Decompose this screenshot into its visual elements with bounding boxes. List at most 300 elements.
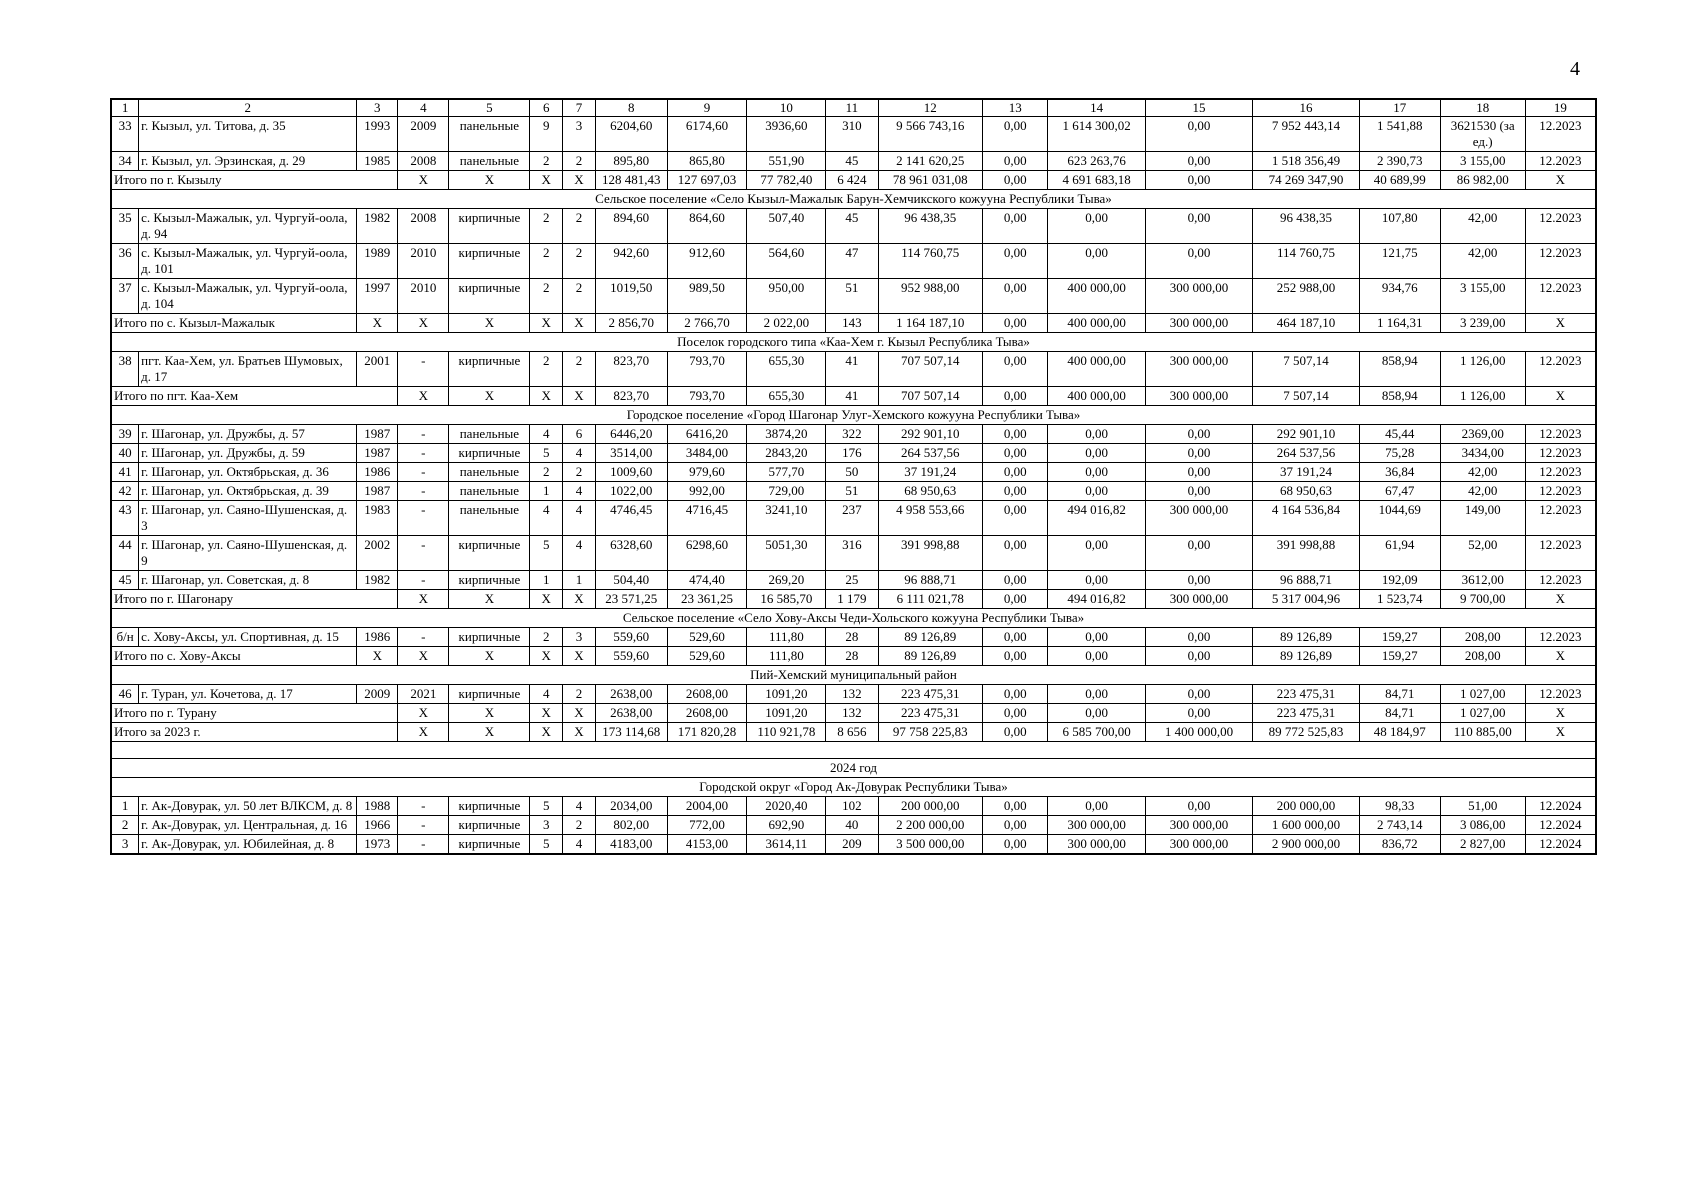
table-cell: 143	[826, 314, 878, 333]
table-cell: 68 950,63	[1253, 482, 1360, 501]
table-cell: 0,00	[1145, 117, 1253, 152]
table-cell: 38	[111, 352, 139, 387]
table-cell: 2 827,00	[1440, 835, 1525, 855]
table-cell: 802,00	[595, 816, 667, 835]
table-cell: 7 507,14	[1253, 387, 1360, 406]
table-cell: кирпичные	[449, 279, 530, 314]
table-cell: 1973	[357, 835, 398, 855]
table-cell: 1 614 300,02	[1048, 117, 1145, 152]
column-number-cell: 6	[530, 99, 563, 117]
table-cell: 0,00	[982, 171, 1048, 190]
table-cell: 89 126,89	[878, 628, 982, 647]
column-number-cell: 19	[1525, 99, 1596, 117]
table-cell: 4	[530, 685, 563, 704]
table-cell: Х	[357, 314, 398, 333]
table-cell: 1993	[357, 117, 398, 152]
address-cell: г. Шагонар, ул. Саяно-Шушенская, д. 3	[139, 501, 357, 536]
table-cell: 6298,60	[667, 536, 747, 571]
column-number-cell: 15	[1145, 99, 1253, 117]
table-cell: 223 475,31	[878, 685, 982, 704]
table-cell: 0,00	[1145, 152, 1253, 171]
table-cell: 2010	[398, 279, 449, 314]
table-cell: 836,72	[1359, 835, 1440, 855]
table-cell: 1091,20	[747, 685, 826, 704]
table-cell: 0,00	[1048, 797, 1145, 816]
table-cell: 1 126,00	[1440, 387, 1525, 406]
table-cell: кирпичные	[449, 536, 530, 571]
table-cell: Х	[1525, 314, 1596, 333]
table-cell: 474,40	[667, 571, 747, 590]
table-cell: 97 758 225,83	[878, 723, 982, 742]
table-cell: 2369,00	[1440, 425, 1525, 444]
table-cell: 209	[826, 835, 878, 855]
section-heading-row	[111, 778, 1596, 797]
table-cell: 772,00	[667, 816, 747, 835]
table-cell: 0,00	[982, 444, 1048, 463]
table-cell: 858,94	[1359, 387, 1440, 406]
table-cell: 655,30	[747, 387, 826, 406]
table-cell: 3936,60	[747, 117, 826, 152]
table-cell: 858,94	[1359, 352, 1440, 387]
table-cell: 1	[111, 797, 139, 816]
table-cell: 264 537,56	[878, 444, 982, 463]
table-cell: 707 507,14	[878, 387, 982, 406]
table-row	[111, 536, 1596, 571]
table-cell: 2 390,73	[1359, 152, 1440, 171]
table-cell: 391 998,88	[878, 536, 982, 571]
table-cell: 0,00	[1048, 425, 1145, 444]
table-cell: Х	[530, 704, 563, 723]
table-cell: 1	[530, 571, 563, 590]
table-cell: 9 700,00	[1440, 590, 1525, 609]
section-heading: Сельское поселение «Село Хову-Аксы Чеди-Хольского кожууна Республики Тыва»	[111, 609, 1596, 628]
table-cell: 9 566 743,16	[878, 117, 982, 152]
table-cell: 28	[826, 647, 878, 666]
table-cell: панельные	[449, 482, 530, 501]
table-cell: кирпичные	[449, 685, 530, 704]
table-cell: 12.2024	[1525, 797, 1596, 816]
table-cell: 1 027,00	[1440, 685, 1525, 704]
table-cell: Х	[449, 171, 530, 190]
table-cell: Х	[563, 171, 596, 190]
total-row	[111, 647, 1596, 666]
table-cell: 121,75	[1359, 244, 1440, 279]
table-cell: 529,60	[667, 647, 747, 666]
table-cell: 61,94	[1359, 536, 1440, 571]
column-number-cell: 3	[357, 99, 398, 117]
table-cell: 623 263,76	[1048, 152, 1145, 171]
address-cell: г. Шагонар, ул. Октябрьская, д. 36	[139, 463, 357, 482]
section-heading-row	[111, 333, 1596, 352]
table-cell: Х	[563, 704, 596, 723]
table-cell: 75,28	[1359, 444, 1440, 463]
table-cell: 577,70	[747, 463, 826, 482]
table-cell: 5 317 004,96	[1253, 590, 1360, 609]
column-number-cell: 10	[747, 99, 826, 117]
table-cell: 6446,20	[595, 425, 667, 444]
table-cell: 252 988,00	[1253, 279, 1360, 314]
table-cell: 0,00	[982, 590, 1048, 609]
table-cell: 0,00	[1145, 685, 1253, 704]
table-cell: 0,00	[1048, 536, 1145, 571]
table-cell: 111,80	[747, 647, 826, 666]
table-cell: Х	[398, 314, 449, 333]
table-body	[111, 99, 1596, 854]
table-cell: 0,00	[982, 797, 1048, 816]
table-cell: 322	[826, 425, 878, 444]
table-cell: 12.2023	[1525, 628, 1596, 647]
table-cell: 110 885,00	[1440, 723, 1525, 742]
table-cell: 1	[530, 482, 563, 501]
table-cell: 0,00	[1145, 209, 1253, 244]
table-cell: 2	[563, 279, 596, 314]
table-cell: 41	[111, 463, 139, 482]
table-cell: -	[398, 463, 449, 482]
table-cell: 132	[826, 685, 878, 704]
table-cell: 42	[111, 482, 139, 501]
table-cell: 2 022,00	[747, 314, 826, 333]
table-row	[111, 244, 1596, 279]
address-cell: с. Кызыл-Мажалык, ул. Чургуй-оола, д. 101	[139, 244, 357, 279]
table-cell: 102	[826, 797, 878, 816]
total-row	[111, 704, 1596, 723]
table-cell: 912,60	[667, 244, 747, 279]
table-cell: панельные	[449, 117, 530, 152]
table-cell: 292 901,10	[1253, 425, 1360, 444]
table-cell: -	[398, 501, 449, 536]
table-cell: 2002	[357, 536, 398, 571]
table-cell: 5051,30	[747, 536, 826, 571]
table-cell: 989,50	[667, 279, 747, 314]
table-cell: 5	[530, 536, 563, 571]
column-number-cell: 14	[1048, 99, 1145, 117]
table-cell: 223 475,31	[1253, 704, 1360, 723]
table-cell: 269,20	[747, 571, 826, 590]
table-cell: 0,00	[1145, 536, 1253, 571]
table-cell: 2	[563, 685, 596, 704]
table-cell: 692,90	[747, 816, 826, 835]
table-cell: 494 016,82	[1048, 590, 1145, 609]
table-cell: 0,00	[982, 723, 1048, 742]
total-label: Итого по г. Турану	[111, 704, 398, 723]
table-cell: кирпичные	[449, 244, 530, 279]
table-cell: 0,00	[1145, 463, 1253, 482]
address-cell: г. Шагонар, ул. Дружбы, д. 59	[139, 444, 357, 463]
address-cell: г. Шагонар, ул. Октябрьская, д. 39	[139, 482, 357, 501]
table-cell: 84,71	[1359, 685, 1440, 704]
table-cell: Х	[530, 314, 563, 333]
address-cell: г. Туран, ул. Кочетова, д. 17	[139, 685, 357, 704]
table-cell: 3 500 000,00	[878, 835, 982, 855]
table-cell: 43	[111, 501, 139, 536]
table-cell: 0,00	[1048, 685, 1145, 704]
table-cell: 36,84	[1359, 463, 1440, 482]
table-cell: 894,60	[595, 209, 667, 244]
total-label: Итого по г. Шагонару	[111, 590, 398, 609]
table-cell: 5	[530, 835, 563, 855]
table-cell: 96 888,71	[1253, 571, 1360, 590]
table-row	[111, 279, 1596, 314]
table-cell: 25	[826, 571, 878, 590]
table-cell: 2008	[398, 209, 449, 244]
table-cell: 96 438,35	[878, 209, 982, 244]
table-cell: 1009,60	[595, 463, 667, 482]
table-cell: 192,09	[1359, 571, 1440, 590]
table-cell: 12.2023	[1525, 463, 1596, 482]
table-cell: 1989	[357, 244, 398, 279]
total-row	[111, 314, 1596, 333]
table-cell: 3	[563, 628, 596, 647]
table-cell: Х	[398, 590, 449, 609]
table-cell: 2843,20	[747, 444, 826, 463]
table-cell: 3	[563, 117, 596, 152]
table-cell: 507,40	[747, 209, 826, 244]
table-cell: 310	[826, 117, 878, 152]
table-cell: 2608,00	[667, 704, 747, 723]
table-cell: -	[398, 571, 449, 590]
table-cell: 12.2023	[1525, 279, 1596, 314]
total-label: Итого по г. Кызылу	[111, 171, 398, 190]
table-row	[111, 463, 1596, 482]
table-cell: Х	[530, 171, 563, 190]
table-cell: Х	[357, 647, 398, 666]
total-row	[111, 590, 1596, 609]
table-cell: 127 697,03	[667, 171, 747, 190]
table-cell: 12.2023	[1525, 482, 1596, 501]
table-cell: 2009	[398, 117, 449, 152]
total-label: Итого за 2023 г.	[111, 723, 398, 742]
table-cell: -	[398, 352, 449, 387]
table-cell: 952 988,00	[878, 279, 982, 314]
section-heading-row	[111, 406, 1596, 425]
table-cell: Х	[449, 590, 530, 609]
table-cell: 0,00	[982, 647, 1048, 666]
table-cell: 40	[111, 444, 139, 463]
section-heading-row	[111, 609, 1596, 628]
table-cell: 52,00	[1440, 536, 1525, 571]
table-cell: 0,00	[1048, 704, 1145, 723]
address-cell: пгт. Каа-Хем, ул. Братьев Шумовых, д. 17	[139, 352, 357, 387]
table-cell: Х	[1525, 704, 1596, 723]
table-cell: 3874,20	[747, 425, 826, 444]
table-cell: 45	[826, 209, 878, 244]
table-cell: 107,80	[1359, 209, 1440, 244]
table-cell: 0,00	[1145, 647, 1253, 666]
section-heading: Сельское поселение «Село Кызыл-Мажалык Барун-Хемчикского кожууна Республики Тыва»	[111, 190, 1596, 209]
table-cell: кирпичные	[449, 628, 530, 647]
table-cell: 128 481,43	[595, 171, 667, 190]
table-row	[111, 152, 1596, 171]
table-cell: 1091,20	[747, 704, 826, 723]
table-cell: 1 400 000,00	[1145, 723, 1253, 742]
address-cell: г. Кызыл, ул. Титова, д. 35	[139, 117, 357, 152]
table-cell: 2	[530, 352, 563, 387]
table-cell: кирпичные	[449, 444, 530, 463]
table-cell: 942,60	[595, 244, 667, 279]
address-cell: г. Шагонар, ул. Советская, д. 8	[139, 571, 357, 590]
table-cell: 2021	[398, 685, 449, 704]
table-cell: 504,40	[595, 571, 667, 590]
table-cell: Х	[449, 314, 530, 333]
table-cell: 6 585 700,00	[1048, 723, 1145, 742]
table-cell: 0,00	[982, 816, 1048, 835]
table-cell: 0,00	[982, 685, 1048, 704]
table-cell: 300 000,00	[1048, 835, 1145, 855]
table-cell: 45,44	[1359, 425, 1440, 444]
table-cell: 6174,60	[667, 117, 747, 152]
table-cell: панельные	[449, 425, 530, 444]
table-cell: 0,00	[982, 628, 1048, 647]
table-cell: 12.2023	[1525, 685, 1596, 704]
table-cell: 564,60	[747, 244, 826, 279]
table-cell: 39	[111, 425, 139, 444]
table-cell: 0,00	[1048, 209, 1145, 244]
table-cell: 16 585,70	[747, 590, 826, 609]
table-cell: 36	[111, 244, 139, 279]
housing-register-table	[110, 98, 1597, 855]
table-cell: 864,60	[667, 209, 747, 244]
table-cell: 300 000,00	[1145, 816, 1253, 835]
table-cell: -	[398, 835, 449, 855]
table-cell: 0,00	[982, 571, 1048, 590]
table-cell: 171 820,28	[667, 723, 747, 742]
table-cell: 6 111 021,78	[878, 590, 982, 609]
table-cell: 729,00	[747, 482, 826, 501]
table-cell: 551,90	[747, 152, 826, 171]
table-cell: 6 424	[826, 171, 878, 190]
address-cell: с. Кызыл-Мажалык, ул. Чургуй-оола, д. 104	[139, 279, 357, 314]
table-cell: 3612,00	[1440, 571, 1525, 590]
section-heading: Пий-Хемский муниципальный район	[111, 666, 1596, 685]
table-cell: 1985	[357, 152, 398, 171]
table-cell: Х	[563, 314, 596, 333]
address-cell: г. Ак-Довурак, ул. Центральная, д. 16	[139, 816, 357, 835]
section-heading: Городской округ «Город Ак-Довурак Республики Тыва»	[111, 778, 1596, 797]
address-cell: г. Ак-Довурак, ул. Юбилейная, д. 8	[139, 835, 357, 855]
table-row	[111, 797, 1596, 816]
table-cell: 114 760,75	[1253, 244, 1360, 279]
table-cell: 400 000,00	[1048, 314, 1145, 333]
table-cell: 3	[530, 816, 563, 835]
table-cell: Х	[398, 387, 449, 406]
table-row	[111, 117, 1596, 152]
table-cell: 1044,69	[1359, 501, 1440, 536]
table-cell: 200 000,00	[878, 797, 982, 816]
table-row	[111, 685, 1596, 704]
table-cell: 12.2023	[1525, 209, 1596, 244]
table-cell: 12.2023	[1525, 117, 1596, 152]
table-cell: 5	[530, 797, 563, 816]
table-cell: 12.2023	[1525, 244, 1596, 279]
table-cell: Х	[563, 590, 596, 609]
total-row	[111, 723, 1596, 742]
table-cell: 979,60	[667, 463, 747, 482]
table-cell: 2	[530, 152, 563, 171]
section-heading: Городское поселение «Город Шагонар Улуг-Хемского кожууна Республики Тыва»	[111, 406, 1596, 425]
table-cell: 4	[563, 501, 596, 536]
table-cell: 400 000,00	[1048, 387, 1145, 406]
spacer-row	[111, 742, 1596, 759]
table-cell: 0,00	[1048, 571, 1145, 590]
table-cell: 300 000,00	[1145, 279, 1253, 314]
total-row	[111, 387, 1596, 406]
table-cell: 2	[530, 463, 563, 482]
table-cell: 12.2023	[1525, 444, 1596, 463]
total-row	[111, 171, 1596, 190]
table-cell: -	[398, 797, 449, 816]
table-cell: 1982	[357, 209, 398, 244]
table-cell: 50	[826, 463, 878, 482]
table-cell: Х	[398, 723, 449, 742]
table-cell: 0,00	[1048, 444, 1145, 463]
column-number-row	[111, 99, 1596, 117]
table-cell: 400 000,00	[1048, 279, 1145, 314]
table-row	[111, 425, 1596, 444]
table-cell: 1 600 000,00	[1253, 816, 1360, 835]
table-cell: Х	[563, 387, 596, 406]
table-cell: 300 000,00	[1145, 501, 1253, 536]
column-number-cell: 18	[1440, 99, 1525, 117]
table-cell: Х	[1525, 387, 1596, 406]
table-cell: Х	[1525, 590, 1596, 609]
table-cell: 2	[563, 244, 596, 279]
table-cell: 655,30	[747, 352, 826, 387]
table-cell: 37 191,24	[1253, 463, 1360, 482]
section-heading-row	[111, 190, 1596, 209]
table-cell: 8 656	[826, 723, 878, 742]
table-cell: 44	[111, 536, 139, 571]
table-cell: 1 027,00	[1440, 704, 1525, 723]
table-cell: 3434,00	[1440, 444, 1525, 463]
table-cell: 0,00	[1048, 244, 1145, 279]
section-heading-row	[111, 666, 1596, 685]
table-cell: 2	[563, 152, 596, 171]
table-cell: 28	[826, 628, 878, 647]
table-cell: 0,00	[982, 501, 1048, 536]
table-cell: 12.2023	[1525, 571, 1596, 590]
section-heading: Поселок городского типа «Каа-Хем г. Кызыл Республика Тыва»	[111, 333, 1596, 352]
column-number-cell: 5	[449, 99, 530, 117]
table-cell: 494 016,82	[1048, 501, 1145, 536]
table-cell: 42,00	[1440, 209, 1525, 244]
table-cell: 0,00	[1048, 647, 1145, 666]
table-cell: 51,00	[1440, 797, 1525, 816]
table-cell: 37	[111, 279, 139, 314]
column-number-cell: 16	[1253, 99, 1360, 117]
table-cell: 300 000,00	[1145, 352, 1253, 387]
table-cell: 74 269 347,90	[1253, 171, 1360, 190]
table-cell: 47	[826, 244, 878, 279]
section-heading: 2024 год	[111, 759, 1596, 778]
table-cell: 300 000,00	[1145, 835, 1253, 855]
table-cell: 1 126,00	[1440, 352, 1525, 387]
table-cell: 41	[826, 387, 878, 406]
table-cell: 3241,10	[747, 501, 826, 536]
table-cell: 5	[530, 444, 563, 463]
address-cell: г. Шагонар, ул. Дружбы, д. 57	[139, 425, 357, 444]
column-number-cell: 2	[139, 99, 357, 117]
table-cell: 12.2023	[1525, 352, 1596, 387]
table-cell: 0,00	[1145, 244, 1253, 279]
table-cell: 68 950,63	[878, 482, 982, 501]
table-cell: 1	[563, 571, 596, 590]
table-cell: 0,00	[982, 352, 1048, 387]
table-cell: 793,70	[667, 387, 747, 406]
table-cell: Х	[398, 647, 449, 666]
table-row	[111, 571, 1596, 590]
table-cell: 4183,00	[595, 835, 667, 855]
table-cell: 110 921,78	[747, 723, 826, 742]
